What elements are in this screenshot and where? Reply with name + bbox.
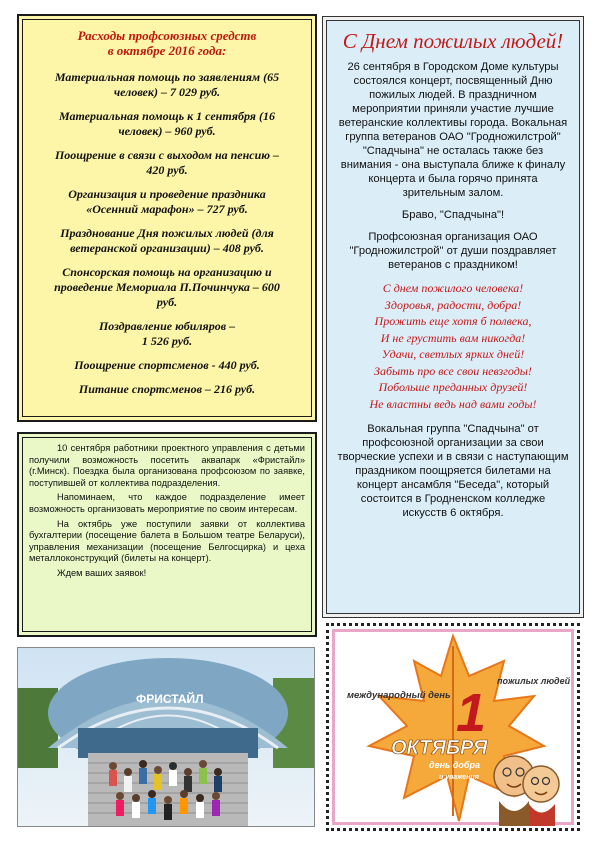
poster-right-text: пожилых людей — [497, 676, 571, 686]
poster-tagline: день добра — [429, 760, 480, 770]
expenses-title: Расходы профсоюзных средств в октябре 2016 года: — [77, 28, 257, 58]
elderly-paragraph: 26 сентября в Городском Доме культуры состоялся концерт, посвященный Дню пожилых людей. В праздничном мероприятии приняли участие лучшие ветеранские коллективы города. Вокальная группа ветеранов ОАО "Гродножилстрой" "Спадчына" не осталась также без внимания - она выступала ближе к финалу концерта и была горячо принята зрительным залом. — [338, 61, 568, 199]
poster-left-text: международный день — [347, 690, 451, 701]
aquapark-paragraph: Ждем ваших заявок! — [57, 567, 147, 578]
aquapark-paragraph: 10 сентября работники проектного управления с детьми получили возможность посетить аквапарк «Фристайл» (г.Минск). Поездка была организована профсоюзом по заявке, поступившей от коллектива подразделения. — [29, 443, 305, 488]
expense-item: Материальная помощь к 1 сентября (16 человек) – 960 руб. — [59, 109, 275, 138]
expense-item: Поощрение спортсменов - 440 руб. — [74, 358, 260, 372]
photo-sign: ФРИСТАЙЛ — [136, 692, 204, 706]
expense-item: Организация и проведение праздника «Осенний марафон» – 727 руб. — [68, 187, 266, 216]
greeting-poem: С днем пожилого человека! Здоровья, радости, добра! Прожить еще хотя б полвека, И не грустить вам никогда! Удачи, светлых ярких дней! Забыть про все свои невзгоды! Побольше преданных друзей! Не властны ведь над вами годы! — [369, 281, 537, 411]
expense-item: Поощрение в связи с выходом на пенсию – 420 руб. — [54, 148, 280, 177]
poster-month: ОКТЯБРЯ — [391, 737, 488, 759]
photo-illustration — [18, 648, 315, 827]
expenses-panel — [17, 14, 317, 422]
aquapark-paragraph: На октябрь уже поступили заявки от коллектива бухгалтерии (посещение балета в Большом театре Беларуси), управления механизации (посещение Белгосцирка) и цеха металлоконструкций (билеты на концерт). — [29, 518, 305, 564]
elderly-day-panel — [326, 20, 580, 614]
expense-item: Поздравление юбиляров – 1 526 руб. — [98, 319, 236, 348]
elderly-paragraph: Профсоюзная организация ОАО "Гродножилстрой" от души поздравляет ветеранов с праздником! — [349, 231, 557, 271]
expense-item: Питание спортсменов – 216 руб. — [78, 382, 256, 396]
aquapark-paragraph: Напоминаем, что каждое подразделение имеет возможность организовать мероприятие по своим интересам. — [29, 492, 305, 514]
aquapark-group-photo — [17, 647, 315, 827]
elderly-heading: С Днем пожилых людей! — [342, 29, 564, 53]
expense-item: Материальная помощь по заявлениям (65 человек) – 7 029 руб. — [54, 70, 280, 99]
aquapark-panel — [17, 432, 317, 637]
poster-number: 1 — [455, 683, 487, 743]
elderly-day-poster — [326, 623, 580, 831]
poster-tagline: и уважения — [439, 774, 479, 781]
poster-illustration — [329, 626, 577, 828]
elderly-paragraph: Браво, "Спадчына"! — [401, 209, 505, 221]
expense-item: Празднование Дня пожилых людей (для ветеранской организации) – 408 руб. — [60, 226, 274, 255]
expense-item: Спонсорская помощь на организацию и проведение Мемориала П.Починчука – 600 руб. — [54, 265, 280, 309]
elderly-couple-icon — [494, 756, 559, 826]
elderly-paragraph: Вокальная группа "Спадчына" от профсоюзной организации за свои творческие успехи и в связи с наступающим праздником поощряется билетами на концерт ансамбля "Беседа", который состоится в Гродненском колледже искусств 6 октября. — [337, 423, 569, 519]
